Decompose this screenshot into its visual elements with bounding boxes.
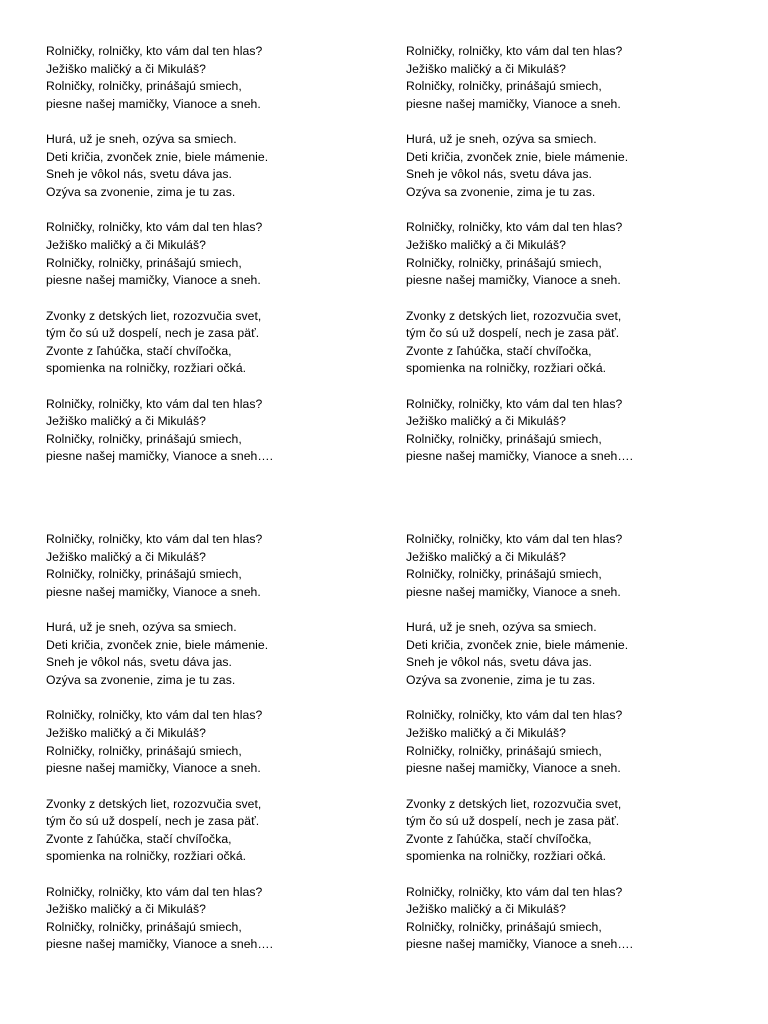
lyric-line: spomienka na rolničky, rozžiari očká. [406, 361, 607, 376]
stanza-chorus [46, 884, 386, 954]
lyric-line: Ježiško maličký a či Mikuláš? [46, 61, 206, 76]
lyric-line: spomienka na rolničky, rozžiari očká. [46, 361, 247, 376]
lyric-line: Ježiško maličký a či Mikuláš? [406, 61, 566, 76]
lyric-line: Rolničky, rolničky, kto vám dal ten hlas? [406, 396, 623, 411]
lyric-line: Ježiško maličký a či Mikuláš? [406, 414, 566, 429]
lyric-line: Rolničky, rolničky, prinášajú smiech, [406, 919, 602, 934]
lyric-line: Zvonky z detských liet, rozozvučia svet, [406, 796, 622, 811]
song-copy-top-left [46, 43, 386, 466]
stanza-verse [406, 131, 746, 201]
lyric-line: Rolničky, rolničky, kto vám dal ten hlas? [46, 532, 263, 546]
lyric-line: piesne našej mamičky, Vianoce a sneh…. [406, 449, 634, 464]
lyric-line: tým čo sú už dospelí, nech je zasa päť. [46, 326, 260, 341]
lyric-line: Zvonky z detských liet, rozozvučia svet, [46, 308, 262, 323]
stanza-verse [46, 796, 386, 866]
stanza-chorus [406, 707, 746, 777]
lyric-line: spomienka na rolničky, rozžiari očká. [46, 849, 247, 864]
lyric-line: Rolničky, rolničky, kto vám dal ten hlas? [46, 44, 263, 58]
lyric-line: Zvonte z ľahúčka, stačí chvíľočka, [46, 831, 232, 846]
lyric-line: Ozýva sa zvonenie, zima je tu zas. [46, 672, 236, 687]
stanza-chorus [406, 219, 746, 289]
lyric-line: Rolničky, rolničky, prinášajú smiech, [406, 567, 602, 582]
lyric-line: Rolničky, rolničky, kto vám dal ten hlas? [46, 884, 263, 899]
lyric-line: Rolničky, rolničky, kto vám dal ten hlas? [406, 532, 623, 546]
lyric-line: Rolničky, rolničky, prinášajú smiech, [406, 255, 602, 270]
lyric-line: piesne našej mamičky, Vianoce a sneh…. [406, 937, 634, 952]
lyric-line: Ozýva sa zvonenie, zima je tu zas. [46, 184, 236, 199]
lyric-line: piesne našej mamičky, Vianoce a sneh. [46, 273, 261, 288]
lyric-line: piesne našej mamičky, Vianoce a sneh. [406, 273, 621, 288]
lyric-line: spomienka na rolničky, rozžiari očká. [406, 849, 607, 864]
lyric-line: Ježiško maličký a či Mikuláš? [406, 902, 566, 917]
lyric-line: Hurá, už je sneh, ozýva sa smiech. [46, 620, 237, 635]
lyric-line: Ježiško maličký a či Mikuláš? [46, 414, 206, 429]
lyric-line: piesne našej mamičky, Vianoce a sneh. [46, 761, 261, 776]
lyric-line: Deti kričia, zvonček znie, biele mámenie. [406, 637, 629, 652]
lyric-line: Rolničky, rolničky, prinášajú smiech, [46, 79, 242, 94]
lyric-line: Ježiško maličký a či Mikuláš? [46, 237, 206, 252]
lyric-line: Ozýva sa zvonenie, zima je tu zas. [406, 672, 596, 687]
lyric-line: Ježiško maličký a či Mikuláš? [406, 237, 566, 252]
lyric-line: tým čo sú už dospelí, nech je zasa päť. [406, 326, 620, 341]
stanza-verse [406, 619, 746, 689]
lyric-line: Ježiško maličký a či Mikuláš? [46, 725, 206, 740]
lyric-line: piesne našej mamičky, Vianoce a sneh. [46, 96, 261, 111]
lyric-line: Rolničky, rolničky, prinášajú smiech, [406, 743, 602, 758]
stanza-chorus [46, 396, 386, 466]
lyric-line: Sneh je vôkol nás, svetu dáva jas. [46, 167, 232, 182]
lyric-line: Rolničky, rolničky, kto vám dal ten hlas? [406, 708, 623, 723]
lyric-line: Rolničky, rolničky, prinášajú smiech, [46, 567, 242, 582]
stanza-chorus [46, 219, 386, 289]
lyric-line: piesne našej mamičky, Vianoce a sneh. [406, 761, 621, 776]
lyric-line: Hurá, už je sneh, ozýva sa smiech. [46, 132, 237, 147]
lyric-line: Rolničky, rolničky, kto vám dal ten hlas? [46, 220, 263, 235]
lyric-line: Deti kričia, zvonček znie, biele mámenie. [406, 149, 629, 164]
lyric-line: Ježiško maličký a či Mikuláš? [406, 725, 566, 740]
lyric-line: Deti kričia, zvonček znie, biele mámenie. [46, 637, 269, 652]
stanza-chorus [406, 884, 746, 954]
stanza-chorus [46, 531, 386, 601]
lyric-line: Rolničky, rolničky, prinášajú smiech, [46, 743, 242, 758]
stanza-chorus [406, 43, 746, 113]
lyric-line: Rolničky, rolničky, prinášajú smiech, [46, 255, 242, 270]
stanza-verse [46, 619, 386, 689]
song-copy-bottom-left [46, 531, 386, 954]
lyric-line: Hurá, už je sneh, ozýva sa smiech. [406, 132, 597, 147]
lyric-line: Rolničky, rolničky, prinášajú smiech, [406, 431, 602, 446]
lyric-line: Hurá, už je sneh, ozýva sa smiech. [406, 620, 597, 635]
stanza-verse [406, 796, 746, 866]
lyric-line: Rolničky, rolničky, prinášajú smiech, [46, 431, 242, 446]
lyric-line: Rolničky, rolničky, prinášajú smiech, [406, 79, 602, 94]
lyric-line: Ježiško maličký a či Mikuláš? [46, 549, 206, 564]
lyric-line: Sneh je vôkol nás, svetu dáva jas. [406, 655, 592, 670]
lyric-line: piesne našej mamičky, Vianoce a sneh. [406, 584, 621, 599]
lyric-line: Rolničky, rolničky, kto vám dal ten hlas? [46, 708, 263, 723]
lyric-line: Rolničky, rolničky, kto vám dal ten hlas? [406, 44, 623, 58]
lyric-line: Rolničky, rolničky, kto vám dal ten hlas? [46, 396, 263, 411]
stanza-verse [46, 131, 386, 201]
stanza-verse [406, 308, 746, 378]
lyric-line: Ozýva sa zvonenie, zima je tu zas. [406, 184, 596, 199]
lyric-line: piesne našej mamičky, Vianoce a sneh…. [46, 937, 274, 952]
lyric-line: Sneh je vôkol nás, svetu dáva jas. [406, 167, 592, 182]
lyric-line: Rolničky, rolničky, kto vám dal ten hlas? [406, 884, 623, 899]
lyric-line: Zvonte z ľahúčka, stačí chvíľočka, [46, 343, 232, 358]
stanza-chorus [46, 43, 386, 113]
lyric-line: Sneh je vôkol nás, svetu dáva jas. [46, 655, 232, 670]
song-copy-bottom-right [406, 531, 746, 954]
lyric-line: Zvonky z detských liet, rozozvučia svet, [406, 308, 622, 323]
stanza-chorus [406, 531, 746, 601]
lyric-line: Rolničky, rolničky, prinášajú smiech, [46, 919, 242, 934]
lyric-line: Rolničky, rolničky, kto vám dal ten hlas? [406, 220, 623, 235]
lyric-line: Zvonte z ľahúčka, stačí chvíľočka, [406, 831, 592, 846]
lyric-line: tým čo sú už dospelí, nech je zasa päť. [406, 814, 620, 829]
stanza-chorus [406, 396, 746, 466]
lyric-line: tým čo sú už dospelí, nech je zasa päť. [46, 814, 260, 829]
lyric-line: Deti kričia, zvonček znie, biele mámenie. [46, 149, 269, 164]
lyric-line: piesne našej mamičky, Vianoce a sneh. [46, 584, 261, 599]
lyric-line: Zvonte z ľahúčka, stačí chvíľočka, [406, 343, 592, 358]
lyric-line: piesne našej mamičky, Vianoce a sneh…. [46, 449, 274, 464]
lyric-line: piesne našej mamičky, Vianoce a sneh. [406, 96, 621, 111]
lyric-line: Ježiško maličký a či Mikuláš? [406, 549, 566, 564]
lyric-line: Ježiško maličký a či Mikuláš? [46, 902, 206, 917]
lyric-line: Zvonky z detských liet, rozozvučia svet, [46, 796, 262, 811]
stanza-verse [46, 308, 386, 378]
song-copy-top-right [406, 43, 746, 466]
stanza-chorus [46, 707, 386, 777]
